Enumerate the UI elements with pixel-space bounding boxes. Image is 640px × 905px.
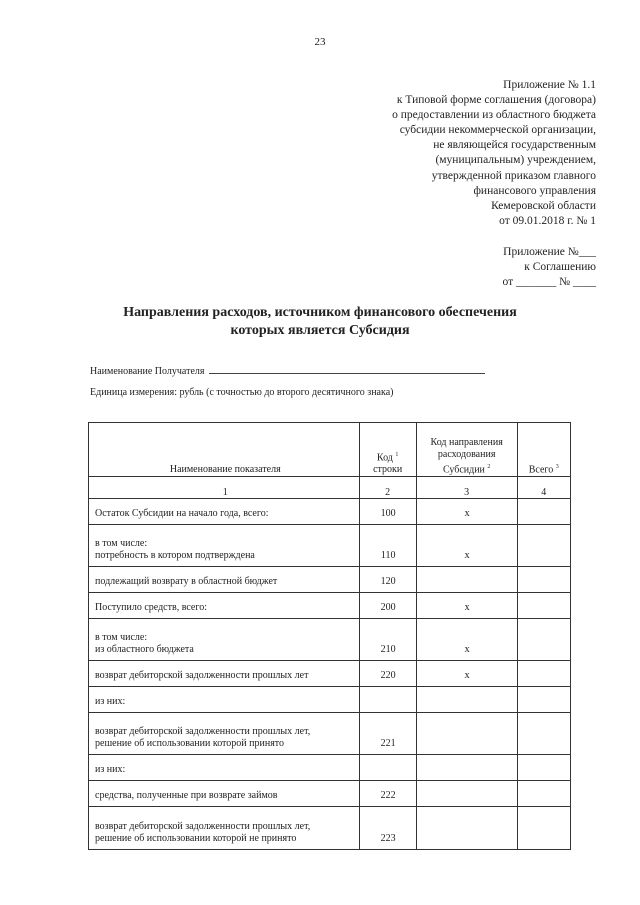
row-code: 221 — [359, 713, 416, 755]
row-name: возврат дебиторской задолженности прошлых лет — [89, 661, 360, 687]
table-row — [89, 525, 571, 567]
appendix-line: не являющейся государственным — [433, 139, 596, 152]
row-name: средства, полученные при возврате займов — [89, 781, 360, 807]
appendix-header — [392, 78, 596, 229]
table-header-row — [89, 423, 571, 477]
column-number: 2 — [359, 477, 416, 499]
row-name: Остаток Субсидии на начало года, всего: — [89, 499, 360, 525]
document-title — [0, 304, 640, 340]
row-direction: x — [416, 499, 517, 525]
recipient-field — [90, 364, 485, 377]
page-number: 23 — [314, 36, 326, 48]
row-direction: x — [416, 619, 517, 661]
title-line-2: которых является Субсидия — [230, 323, 410, 338]
row-direction — [416, 687, 517, 713]
table-row — [89, 661, 571, 687]
header-direction: Код направления расходования Субсидии $^2$ — [416, 423, 517, 477]
row-code: 200 — [359, 593, 416, 619]
table-row — [89, 499, 571, 525]
row-name: из них: — [89, 687, 360, 713]
appendix-line: от 09.01.2018 г. № 1 — [499, 214, 596, 227]
row-direction: x — [416, 593, 517, 619]
row-direction: x — [416, 525, 517, 567]
row-direction: x — [416, 661, 517, 687]
row-name: Поступило средств, всего: — [89, 593, 360, 619]
appendix-line: к Типовой форме соглашения (договора) — [396, 94, 596, 107]
column-number: 4 — [517, 477, 570, 499]
table-row — [89, 593, 571, 619]
table-row — [89, 807, 571, 850]
row-total — [517, 781, 570, 807]
row-direction — [416, 807, 517, 850]
row-total — [517, 755, 570, 781]
row-code — [359, 687, 416, 713]
unit-field: Единица измерения: рубль (с точностью до второго десятичного знака) — [90, 387, 394, 398]
table-row — [89, 567, 571, 593]
appendix-line: о предоставлении из областного бюджета — [392, 109, 596, 122]
row-total — [517, 661, 570, 687]
row-code: 110 — [359, 525, 416, 567]
row-total — [517, 619, 570, 661]
table-row — [89, 713, 571, 755]
row-total — [517, 525, 570, 567]
agreement-line: Приложение №___ — [503, 246, 596, 258]
row-name: из них: — [89, 755, 360, 781]
expenses-table — [88, 422, 571, 850]
header-code: Код $^1$ строки — [359, 423, 416, 477]
row-total — [517, 567, 570, 593]
row-code: 120 — [359, 567, 416, 593]
appendix-line: финансового управления — [473, 184, 596, 197]
row-total — [517, 499, 570, 525]
row-name: в том числе: потребность в котором подтверждена — [89, 525, 360, 567]
row-direction — [416, 781, 517, 807]
appendix-line: (муниципальным) учреждением, — [435, 154, 596, 167]
header-name: Наименование показателя — [89, 423, 360, 477]
appendix-line: Кемеровской области — [491, 199, 596, 212]
table-row — [89, 755, 571, 781]
row-code — [359, 755, 416, 781]
appendix-line: Приложение № 1.1 — [503, 79, 596, 91]
column-number: 1 — [89, 477, 360, 499]
table-row — [89, 781, 571, 807]
appendix-line: утвержденной приказом главного — [431, 169, 596, 182]
row-direction — [416, 567, 517, 593]
table-row — [89, 619, 571, 661]
row-name: в том числе: из областного бюджета — [89, 619, 360, 661]
row-total — [517, 713, 570, 755]
recipient-label: Наименование Получателя — [90, 366, 205, 377]
column-number-row — [89, 477, 571, 499]
recipient-blank-line — [209, 364, 485, 374]
row-total — [517, 593, 570, 619]
agreement-line: к Соглашению — [524, 261, 596, 274]
row-total — [517, 687, 570, 713]
table-row — [89, 687, 571, 713]
title-line-1: Направления расходов, источником финансового обеспечения — [123, 305, 517, 320]
row-code: 220 — [359, 661, 416, 687]
row-name: подлежащий возврату в областной бюджет — [89, 567, 360, 593]
row-name: возврат дебиторской задолженности прошлых лет, решение об использовании которой принято — [89, 713, 360, 755]
row-direction — [416, 713, 517, 755]
row-code: 100 — [359, 499, 416, 525]
column-number: 3 — [416, 477, 517, 499]
header-total: Всего $^3$ — [517, 423, 570, 477]
agreement-appendix — [503, 245, 596, 290]
row-name: возврат дебиторской задолженности прошлых лет, решение об использовании которой не принято — [89, 807, 360, 850]
row-total — [517, 807, 570, 850]
row-code: 210 — [359, 619, 416, 661]
agreement-line: от _______ № ____ — [502, 276, 596, 289]
row-code: 222 — [359, 781, 416, 807]
row-direction — [416, 755, 517, 781]
appendix-line: субсидии некоммерческой организации, — [399, 124, 596, 137]
row-code: 223 — [359, 807, 416, 850]
